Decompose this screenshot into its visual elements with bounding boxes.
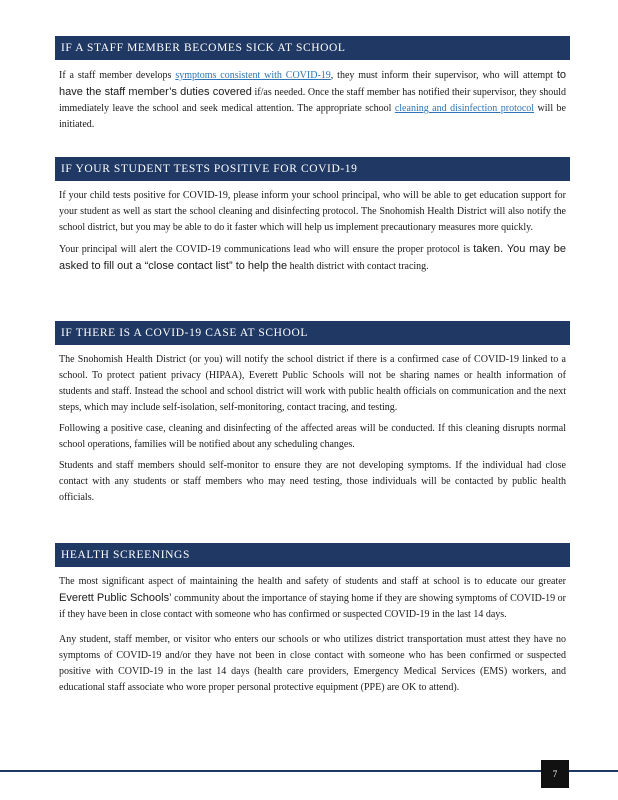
text-span: if/as needed. Once the staff member has notified their supervisor, they should immediately leave the school and seek medical attention. The appropriate school <box>59 87 567 114</box>
paragraph <box>59 574 566 623</box>
text-span: will be initiated. <box>59 103 566 130</box>
cleaning-protocol-link[interactable]: cleaning and disinfection protocol <box>394 103 535 114</box>
text-span: If a staff member develops <box>59 70 176 81</box>
section-heading: IF A STAFF MEMBER BECOMES SICK AT SCHOOL <box>55 36 570 60</box>
section-student-positive <box>55 157 570 280</box>
paragraph: Any student, staff member, or visitor who enters our schools or who utilizes district transportation must attest they have no symptoms of COVID-19 and/or they have not been in close contact with someone who has been confirmed or suspected positive with COVID-19 in the last 14 days (health care providers, Emergency Medical Services (EMS) workers, and educational staff associate who wore proper personal protective equipment (PPE) are OK to attend). <box>59 634 566 693</box>
text-span: The most significant aspect of maintaining the health and safety of students and staff at school is to educate our greater <box>59 576 566 587</box>
emphasized-text: taken. You may be asked to fill out a “close contact list” to help the <box>59 243 566 272</box>
text-span: Your principal will alert the COVID-19 communications lead who will ensure the proper protocol is <box>59 244 474 255</box>
emphasized-text: to have the staff member’s duties covered <box>59 69 566 98</box>
paragraph: Following a positive case, cleaning and disinfecting of the affected areas will be conducted. If this cleaning disrupts normal school operations, families will be notified about any scheduling changes. <box>59 423 566 450</box>
section-staff-sick <box>55 36 570 138</box>
section-covid-case-at-school <box>55 321 570 511</box>
paragraph: If your child tests positive for COVID-19, please inform your school principal, who will be able to get education support for your student as well as start the school cleaning and disinfecting protocol. The Snohomish Health District will also notify the school district, but you may be able to do it faster which will help us implement precautionary measures more quickly. <box>59 190 566 233</box>
footer-rule <box>0 770 618 772</box>
paragraph: Students and staff members should self-monitor to ensure they are not developing symptoms. If the individual had close contact with any students or staff members who may need testing, those individuals will be contacted by public health officials. <box>59 460 566 503</box>
text-span: health district with contact tracing. <box>287 261 429 272</box>
paragraph: The Snohomish Health District (or you) will notify the school district if there is a confirmed case of COVID-19 linked to a school. To protect patient privacy (HIPAA), Everett Public Schools will not be sharing names or health information of students and staff. Instead the school and school district will work with public health officials on communication and the next steps, which may include self-isolation, self-monitoring, contact tracing, and testing. <box>59 354 566 413</box>
covid-symptoms-link[interactable]: symptoms consistent with COVID-19 <box>175 70 331 81</box>
section-health-screenings <box>55 543 570 701</box>
section-heading: IF THERE IS A COVID-19 CASE AT SCHOOL <box>55 321 570 345</box>
emphasized-text: Everett Public Schools’ <box>59 592 172 604</box>
section-heading: HEALTH SCREENINGS <box>55 543 570 567</box>
page-number: 7 <box>541 760 569 788</box>
paragraph <box>59 67 566 133</box>
text-span: , they must inform their supervisor, who will attempt <box>330 70 557 81</box>
text-span: community about the importance of staying home if they are showing symptoms of COVID-19 or if they have been in close contact with someone who has confirmed or suspected COVID-19 in the last 14 days. <box>59 593 566 620</box>
paragraph <box>59 241 566 275</box>
section-heading: IF YOUR STUDENT TESTS POSITIVE FOR COVID-19 <box>55 157 570 181</box>
